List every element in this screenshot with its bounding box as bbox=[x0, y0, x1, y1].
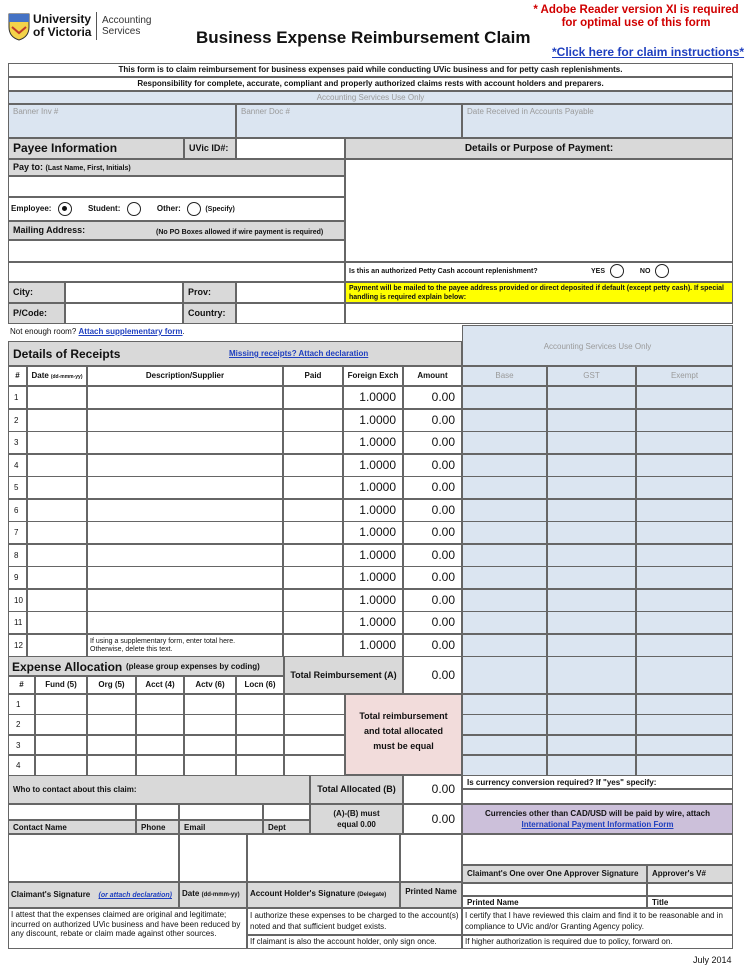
banner-inv-field bbox=[8, 104, 236, 138]
attach-supplementary-link[interactable]: Attach supplementary form bbox=[78, 327, 183, 336]
receipt-desc-input[interactable] bbox=[87, 566, 283, 589]
receipt-fx-input[interactable]: 1.0000 bbox=[343, 611, 403, 634]
alloc-org-input[interactable] bbox=[87, 755, 136, 776]
receipt-exempt-cell bbox=[636, 476, 733, 499]
alloc-acct-input[interactable] bbox=[136, 694, 184, 715]
alloc-col-org: Org (5) bbox=[87, 676, 136, 694]
col-date-header bbox=[27, 366, 87, 386]
receipt-base-cell bbox=[462, 589, 547, 612]
claim-instructions-link[interactable]: *Click here for claim instructions* bbox=[552, 45, 745, 59]
missing-receipts-link[interactable]: Missing receipts? Attach declaration bbox=[229, 349, 369, 358]
postal-code-input[interactable] bbox=[65, 303, 183, 324]
forward-on-text: If higher authorization is required due to policy, forward on. bbox=[462, 935, 733, 949]
col-num-header-text: # bbox=[15, 371, 20, 380]
alloc-base-cell bbox=[462, 755, 547, 776]
receipt-amount-value: 0.00 bbox=[403, 566, 462, 589]
receipt-paid-input[interactable] bbox=[283, 611, 343, 634]
difference-label bbox=[310, 804, 403, 834]
currency-question: Is currency conversion required? If "yes" specify: bbox=[462, 775, 733, 789]
col-paid-header-text: Paid bbox=[304, 371, 322, 380]
certify-text: I certify that I have reviewed this claim and find it to be reasonable and in compliance to UVic and/or Granting Agency policy. bbox=[462, 908, 733, 935]
prov-label: Prov: bbox=[183, 282, 236, 303]
pay-to-label: Pay to: bbox=[13, 162, 44, 172]
receipt-base-cell bbox=[462, 386, 547, 409]
account-holder-signature-input[interactable] bbox=[247, 834, 400, 882]
intro-line2: Responsibility for complete, accurate, compliant and properly authorized claims rests with account holders and preparers. bbox=[8, 77, 733, 91]
receipt-base-cell bbox=[462, 476, 547, 499]
receipt-fx-input[interactable]: 1.0000 bbox=[343, 521, 403, 544]
receipt-row-num: 3 bbox=[8, 431, 27, 454]
account-holder-printed-name-input[interactable] bbox=[400, 834, 462, 882]
banner-doc-field bbox=[236, 104, 462, 138]
delegate-text: (Delegate) bbox=[357, 892, 387, 898]
contact-name-label: Contact Name bbox=[8, 820, 136, 834]
date-format-text: (dd-mmm-yy) bbox=[201, 892, 240, 898]
intro-line1: This form is to claim reimbursement for business expenses paid while conducting UVic business and for petty cash replenishments. bbox=[8, 63, 733, 77]
not-enough-room-text: Not enough room? bbox=[10, 327, 77, 336]
receipt-amount-value: 0.00 bbox=[403, 431, 462, 454]
alloc-org-input[interactable] bbox=[87, 694, 136, 715]
receipt-row-num: 10 bbox=[8, 589, 27, 612]
employee-radio[interactable] bbox=[58, 202, 72, 216]
intl-payment-form-link[interactable]: International Payment Information Form bbox=[521, 820, 674, 829]
receipt-date-input[interactable] bbox=[27, 431, 87, 454]
receipt-row-num: 4 bbox=[8, 454, 27, 477]
col-gst-header: GST bbox=[547, 366, 636, 386]
page-title: Business Expense Reimbursement Claim bbox=[196, 28, 531, 47]
alloc-amount-input[interactable] bbox=[284, 735, 345, 756]
col-desc-header bbox=[87, 366, 283, 386]
payee-heading: Payee Information bbox=[8, 138, 184, 159]
banner-doc-label: Banner Doc # bbox=[241, 107, 290, 116]
total-allocated-label: Total Allocated (B) bbox=[310, 775, 403, 804]
alloc-exempt-cell bbox=[636, 694, 733, 715]
receipt-base-cell bbox=[462, 521, 547, 544]
receipt-row-num: 9 bbox=[8, 566, 27, 589]
alloc-org-input[interactable] bbox=[87, 735, 136, 756]
date-received-field bbox=[462, 104, 733, 138]
pay-to-input[interactable] bbox=[8, 176, 345, 197]
approver-v-input[interactable] bbox=[647, 883, 733, 896]
receipt-base-cell bbox=[462, 409, 547, 432]
account-holder-signature-label bbox=[247, 882, 400, 908]
acct-use-only-top: Accounting Services Use Only bbox=[8, 91, 733, 104]
date-received-label: Date Received in Accounts Payable bbox=[467, 107, 594, 116]
receipt-paid-input[interactable] bbox=[283, 386, 343, 409]
receipt-base-cell bbox=[462, 611, 547, 634]
receipt-exempt-cell bbox=[636, 386, 733, 409]
receipt-gst-cell bbox=[547, 589, 636, 612]
alloc-exempt-cell bbox=[636, 714, 733, 735]
banner-inv-label: Banner Inv # bbox=[13, 107, 59, 116]
receipt-date-input[interactable] bbox=[27, 521, 87, 544]
student-label: Student: bbox=[87, 204, 121, 213]
col-amount-header-text: Amount bbox=[417, 371, 448, 380]
col-exempt-header: Exempt bbox=[636, 366, 733, 386]
petty-cash-yes-label: YES bbox=[591, 268, 606, 275]
alloc-actv-input[interactable] bbox=[184, 735, 236, 756]
approver-printed-name-label: Printed Name bbox=[462, 896, 647, 908]
receipt-fx-input[interactable]: 1.0000 bbox=[343, 544, 403, 567]
petty-cash-question: Is this an authorized Petty Cash account replenishment? bbox=[349, 268, 538, 275]
receipt-paid-input[interactable] bbox=[283, 499, 343, 522]
receipts-heading: Details of Receipts bbox=[13, 347, 121, 361]
receipt-gst-cell bbox=[547, 476, 636, 499]
receipt-exempt-cell bbox=[636, 589, 733, 612]
receipt-gst-cell bbox=[547, 409, 636, 432]
receipt-fx-input[interactable]: 1.0000 bbox=[343, 566, 403, 589]
uvic-logo bbox=[8, 10, 152, 44]
alloc-col-actv: Actv (6) bbox=[184, 676, 236, 694]
alloc-locn-input[interactable] bbox=[236, 755, 284, 776]
contact-dept-input[interactable] bbox=[263, 804, 310, 820]
receipt-row-num: 2 bbox=[8, 409, 27, 432]
receipt-paid-input[interactable] bbox=[283, 634, 343, 657]
allocation-heading-hint: (please group expenses by coding) bbox=[126, 662, 260, 671]
currency-input[interactable] bbox=[462, 789, 733, 804]
receipt-paid-input[interactable] bbox=[283, 476, 343, 499]
col-fx-header-text: Foreign Exch bbox=[347, 371, 399, 380]
country-input[interactable] bbox=[236, 303, 345, 324]
alloc-row-num: 3 bbox=[8, 735, 35, 756]
alloc-base-cell bbox=[462, 735, 547, 756]
receipt-base-cell bbox=[462, 634, 547, 657]
supp-note-line1: If using a supplementary form, enter total here. bbox=[90, 637, 236, 645]
city-input[interactable] bbox=[65, 282, 183, 303]
receipt-desc-input[interactable] bbox=[87, 589, 283, 612]
receipt-fx-input[interactable]: 1.0000 bbox=[343, 499, 403, 522]
col-date-format: (dd-mmm-yy) bbox=[50, 374, 83, 380]
alloc-gst-cell bbox=[547, 714, 636, 735]
contact-name-input[interactable] bbox=[8, 804, 136, 820]
must-equal-note: Total reimbursement and total allocated must be equal bbox=[345, 694, 462, 775]
wire-note bbox=[462, 804, 733, 834]
receipt-date-input[interactable] bbox=[27, 589, 87, 612]
receipt-exempt-cell bbox=[636, 566, 733, 589]
receipt-desc-input[interactable] bbox=[87, 476, 283, 499]
difference-value: 0.00 bbox=[403, 804, 462, 834]
receipt-exempt-cell bbox=[636, 409, 733, 432]
attach-declaration-link[interactable]: (or attach declaration) bbox=[98, 892, 173, 899]
col-date-header-text: Date bbox=[31, 371, 49, 380]
mailing-address-input-2[interactable] bbox=[8, 262, 345, 282]
uvic-crest-icon bbox=[8, 13, 30, 41]
receipt-amount-value: 0.00 bbox=[403, 589, 462, 612]
receipt-desc-input[interactable] bbox=[87, 431, 283, 454]
date-label-text: Date bbox=[182, 889, 200, 898]
alloc-locn-input[interactable] bbox=[236, 694, 284, 715]
dept-name-line2: Services bbox=[102, 26, 141, 37]
col-desc-header-text: Description/Supplier bbox=[145, 371, 225, 380]
alloc-actv-input[interactable] bbox=[184, 755, 236, 776]
receipt-date-input[interactable] bbox=[27, 499, 87, 522]
alloc-row-num: 2 bbox=[8, 714, 35, 735]
contact-phone-label: Phone bbox=[136, 820, 179, 834]
col-fx-header bbox=[343, 366, 403, 386]
receipt-amount-value: 0.00 bbox=[403, 499, 462, 522]
claimant-signature-input[interactable] bbox=[8, 834, 179, 882]
receipt-row-num: 1 bbox=[8, 386, 27, 409]
receipt-exempt-cell bbox=[636, 454, 733, 477]
receipt-exempt-cell bbox=[636, 431, 733, 454]
alloc-amount-input[interactable] bbox=[284, 694, 345, 715]
alloc-col-acct: Acct (4) bbox=[136, 676, 184, 694]
dept-name-line1: Accounting bbox=[102, 15, 152, 26]
receipt-desc-input[interactable] bbox=[87, 634, 283, 657]
authorize-text: I authorize these expenses to be charged to the account(s) noted and that sufficient budget exists. bbox=[247, 908, 462, 935]
receipt-desc-input[interactable] bbox=[87, 544, 283, 567]
receipt-gst-cell bbox=[547, 566, 636, 589]
col-amount-header bbox=[403, 366, 462, 386]
receipt-desc-input[interactable] bbox=[87, 611, 283, 634]
alloc-gst-cell bbox=[547, 694, 636, 715]
receipt-fx-input[interactable]: 1.0000 bbox=[343, 476, 403, 499]
receipt-amount-value: 0.00 bbox=[403, 521, 462, 544]
payee-type-row bbox=[8, 197, 345, 221]
receipt-date-input[interactable] bbox=[27, 544, 87, 567]
receipt-paid-input[interactable] bbox=[283, 589, 343, 612]
receipt-paid-input[interactable] bbox=[283, 409, 343, 432]
receipt-amount-value: 0.00 bbox=[403, 386, 462, 409]
receipt-amount-value: 0.00 bbox=[403, 476, 462, 499]
receipt-desc-input[interactable] bbox=[87, 386, 283, 409]
approver-blank-area bbox=[462, 834, 733, 865]
alloc-base-cell bbox=[462, 694, 547, 715]
alloc-locn-input[interactable] bbox=[236, 735, 284, 756]
approver-title-label: Title bbox=[647, 896, 733, 908]
alloc-exempt-cell bbox=[636, 735, 733, 756]
receipt-date-input[interactable] bbox=[27, 386, 87, 409]
alloc-amount-input[interactable] bbox=[284, 714, 345, 735]
prov-input[interactable] bbox=[236, 282, 345, 303]
city-label: City: bbox=[8, 282, 65, 303]
receipt-date-input[interactable] bbox=[27, 634, 87, 657]
receipt-paid-input[interactable] bbox=[283, 521, 343, 544]
alloc-base-cell bbox=[462, 714, 547, 735]
receipt-fx-input[interactable]: 1.0000 bbox=[343, 454, 403, 477]
contact-email-input[interactable] bbox=[179, 804, 263, 820]
total-allocated-value: 0.00 bbox=[403, 775, 462, 804]
alloc-gst-cell bbox=[547, 656, 636, 694]
uni-name-line1: University bbox=[33, 12, 92, 26]
approver-signature-label: Claimant's One over One Approver Signature bbox=[462, 865, 647, 883]
alloc-col-num: # bbox=[8, 676, 35, 694]
receipt-date-input[interactable] bbox=[27, 566, 87, 589]
country-label: Country: bbox=[183, 303, 236, 324]
receipt-desc-input[interactable] bbox=[87, 454, 283, 477]
receipt-base-cell bbox=[462, 431, 547, 454]
receipt-base-cell bbox=[462, 544, 547, 567]
approver-v-label: Approver's V# bbox=[647, 865, 733, 883]
claimant-signature-text: Claimant's Signature bbox=[11, 890, 91, 899]
wire-note-text: Currencies other than CAD/USD will be paid by wire, attach bbox=[485, 809, 710, 818]
mailing-address-input-1[interactable] bbox=[8, 240, 345, 262]
alloc-amount-input[interactable] bbox=[284, 755, 345, 776]
alloc-col-locn: Locn (6) bbox=[236, 676, 284, 694]
receipt-exempt-cell bbox=[636, 544, 733, 567]
claimant-date-input[interactable] bbox=[179, 834, 247, 882]
col-paid-header bbox=[283, 366, 343, 386]
receipt-amount-value: 0.00 bbox=[403, 634, 462, 657]
alloc-fund-input[interactable] bbox=[35, 735, 87, 756]
details-purpose-heading: Details or Purpose of Payment: bbox=[345, 138, 733, 159]
receipt-fx-input[interactable]: 1.0000 bbox=[343, 634, 403, 657]
receipt-gst-cell bbox=[547, 544, 636, 567]
sign-once-text: If claimant is also the account holder, only sign once. bbox=[247, 935, 462, 949]
petty-cash-no-label: NO bbox=[639, 268, 651, 275]
receipt-gst-cell bbox=[547, 611, 636, 634]
details-purpose-input[interactable] bbox=[345, 159, 733, 262]
receipt-gst-cell bbox=[547, 634, 636, 657]
receipt-amount-value: 0.00 bbox=[403, 454, 462, 477]
alloc-acct-input[interactable] bbox=[136, 735, 184, 756]
receipts-heading-bar bbox=[8, 341, 462, 366]
difference-label-line2: equal 0.00 bbox=[337, 820, 376, 829]
pay-to-row bbox=[8, 159, 345, 176]
receipt-row-num: 7 bbox=[8, 521, 27, 544]
receipt-date-input[interactable] bbox=[27, 611, 87, 634]
total-reimbursement-label: Total Reimbursement (A) bbox=[284, 656, 403, 694]
adobe-notice-line2: for optimal use of this form bbox=[561, 17, 711, 29]
petty-cash-yes-radio[interactable] bbox=[610, 264, 624, 278]
uvic-id-label: UVic ID#: bbox=[184, 138, 236, 159]
other-radio[interactable] bbox=[187, 202, 201, 216]
specify-label: (Specify) bbox=[205, 206, 235, 213]
alloc-base-cell bbox=[462, 656, 547, 694]
difference-label-line1: (A)-(B) must bbox=[333, 809, 380, 818]
receipt-row-num: 8 bbox=[8, 544, 27, 567]
contact-dept-label: Dept bbox=[263, 820, 310, 834]
alloc-fund-input[interactable] bbox=[35, 714, 87, 735]
receipt-date-input[interactable] bbox=[27, 476, 87, 499]
alloc-org-input[interactable] bbox=[87, 714, 136, 735]
receipt-paid-input[interactable] bbox=[283, 454, 343, 477]
receipt-fx-input[interactable]: 1.0000 bbox=[343, 386, 403, 409]
receipt-date-input[interactable] bbox=[27, 409, 87, 432]
mailing-address-row bbox=[8, 221, 345, 240]
contact-phone-input[interactable] bbox=[136, 804, 179, 820]
receipt-gst-cell bbox=[547, 431, 636, 454]
uni-name-line2: of Victoria bbox=[33, 25, 92, 39]
receipt-desc-input[interactable] bbox=[87, 409, 283, 432]
alloc-actv-input[interactable] bbox=[184, 714, 236, 735]
alloc-gst-cell bbox=[547, 755, 636, 776]
receipt-gst-cell bbox=[547, 521, 636, 544]
footer-date: July 2014 bbox=[693, 955, 732, 965]
receipt-exempt-cell bbox=[636, 634, 733, 657]
receipt-gst-cell bbox=[547, 386, 636, 409]
receipt-paid-input[interactable] bbox=[283, 544, 343, 567]
alloc-fund-input[interactable] bbox=[35, 755, 87, 776]
receipt-exempt-cell bbox=[636, 499, 733, 522]
receipt-fx-input[interactable]: 1.0000 bbox=[343, 589, 403, 612]
account-holder-sig-text: Account Holder's Signature bbox=[250, 889, 356, 898]
receipt-row-num: 12 bbox=[8, 634, 27, 657]
who-to-contact-label: Who to contact about this claim: bbox=[8, 775, 310, 804]
acct-use-only-receipts: Accounting Services Use Only bbox=[462, 325, 733, 366]
special-handling-input[interactable] bbox=[345, 303, 733, 324]
receipt-amount-value: 0.00 bbox=[403, 409, 462, 432]
contact-email-label: Email bbox=[179, 820, 263, 834]
adobe-notice-line1: * Adobe Reader version XI is required bbox=[533, 4, 739, 16]
alloc-exempt-cell bbox=[636, 755, 733, 776]
receipt-amount-value: 0.00 bbox=[403, 611, 462, 634]
alloc-acct-input[interactable] bbox=[136, 755, 184, 776]
postal-code-label: P/Code: bbox=[8, 303, 65, 324]
receipt-row-num: 11 bbox=[8, 611, 27, 634]
claimant-signature-label bbox=[8, 882, 179, 908]
printed-name-label: Printed Name bbox=[400, 882, 462, 908]
receipt-row-num: 6 bbox=[8, 499, 27, 522]
receipt-paid-input[interactable] bbox=[283, 566, 343, 589]
pay-to-hint: (Last Name, First, Initials) bbox=[45, 165, 131, 172]
attest-text: I attest that the expenses claimed are original and legitimate; incurred on authorized UVic business and have been reduced by any discount, rebate or claim made against other sources. bbox=[8, 908, 247, 949]
alloc-exempt-cell bbox=[636, 656, 733, 694]
receipt-base-cell bbox=[462, 454, 547, 477]
alloc-row-num: 1 bbox=[8, 694, 35, 715]
petty-cash-no-radio[interactable] bbox=[655, 264, 669, 278]
receipt-paid-input[interactable] bbox=[283, 431, 343, 454]
other-label: Other: bbox=[156, 204, 181, 213]
claimant-date-label bbox=[179, 882, 247, 908]
alloc-fund-input[interactable] bbox=[35, 694, 87, 715]
receipt-base-cell bbox=[462, 566, 547, 589]
receipt-exempt-cell bbox=[636, 611, 733, 634]
uvic-id-input[interactable] bbox=[236, 138, 345, 159]
receipt-exempt-cell bbox=[636, 521, 733, 544]
allocation-heading: Expense Allocation bbox=[12, 660, 123, 674]
col-base-header: Base bbox=[462, 366, 547, 386]
col-num-header bbox=[8, 366, 27, 386]
student-radio[interactable] bbox=[127, 202, 141, 216]
alloc-acct-input[interactable] bbox=[136, 714, 184, 735]
receipt-gst-cell bbox=[547, 499, 636, 522]
alloc-row-num: 4 bbox=[8, 755, 35, 776]
mailing-address-label: Mailing Address: bbox=[13, 225, 86, 235]
alloc-gst-cell bbox=[547, 735, 636, 756]
receipt-gst-cell bbox=[547, 454, 636, 477]
receipt-fx-input[interactable]: 1.0000 bbox=[343, 431, 403, 454]
alloc-locn-input[interactable] bbox=[236, 714, 284, 735]
receipt-date-input[interactable] bbox=[27, 454, 87, 477]
receipt-desc-input[interactable] bbox=[87, 521, 283, 544]
receipt-amount-value: 0.00 bbox=[403, 544, 462, 567]
alloc-actv-input[interactable] bbox=[184, 694, 236, 715]
total-reimbursement-value: 0.00 bbox=[403, 656, 462, 694]
employee-label: Employee: bbox=[11, 204, 52, 213]
receipt-base-cell bbox=[462, 499, 547, 522]
alloc-col-fund: Fund (5) bbox=[35, 676, 87, 694]
supp-note-line2: Otherwise, delete this text. bbox=[90, 645, 173, 653]
payment-note: Payment will be mailed to the payee address provided or direct deposited if default (except petty cash). If special handling is required explain below: bbox=[345, 282, 733, 303]
approver-signature-input[interactable] bbox=[462, 883, 647, 896]
allocation-heading-bar bbox=[8, 656, 284, 676]
petty-cash-row bbox=[345, 262, 733, 282]
receipt-desc-input[interactable] bbox=[87, 499, 283, 522]
receipt-fx-input[interactable]: 1.0000 bbox=[343, 409, 403, 432]
receipt-row-num: 5 bbox=[8, 476, 27, 499]
mailing-address-hint: (No PO Boxes allowed if wire payment is required) bbox=[156, 229, 324, 236]
